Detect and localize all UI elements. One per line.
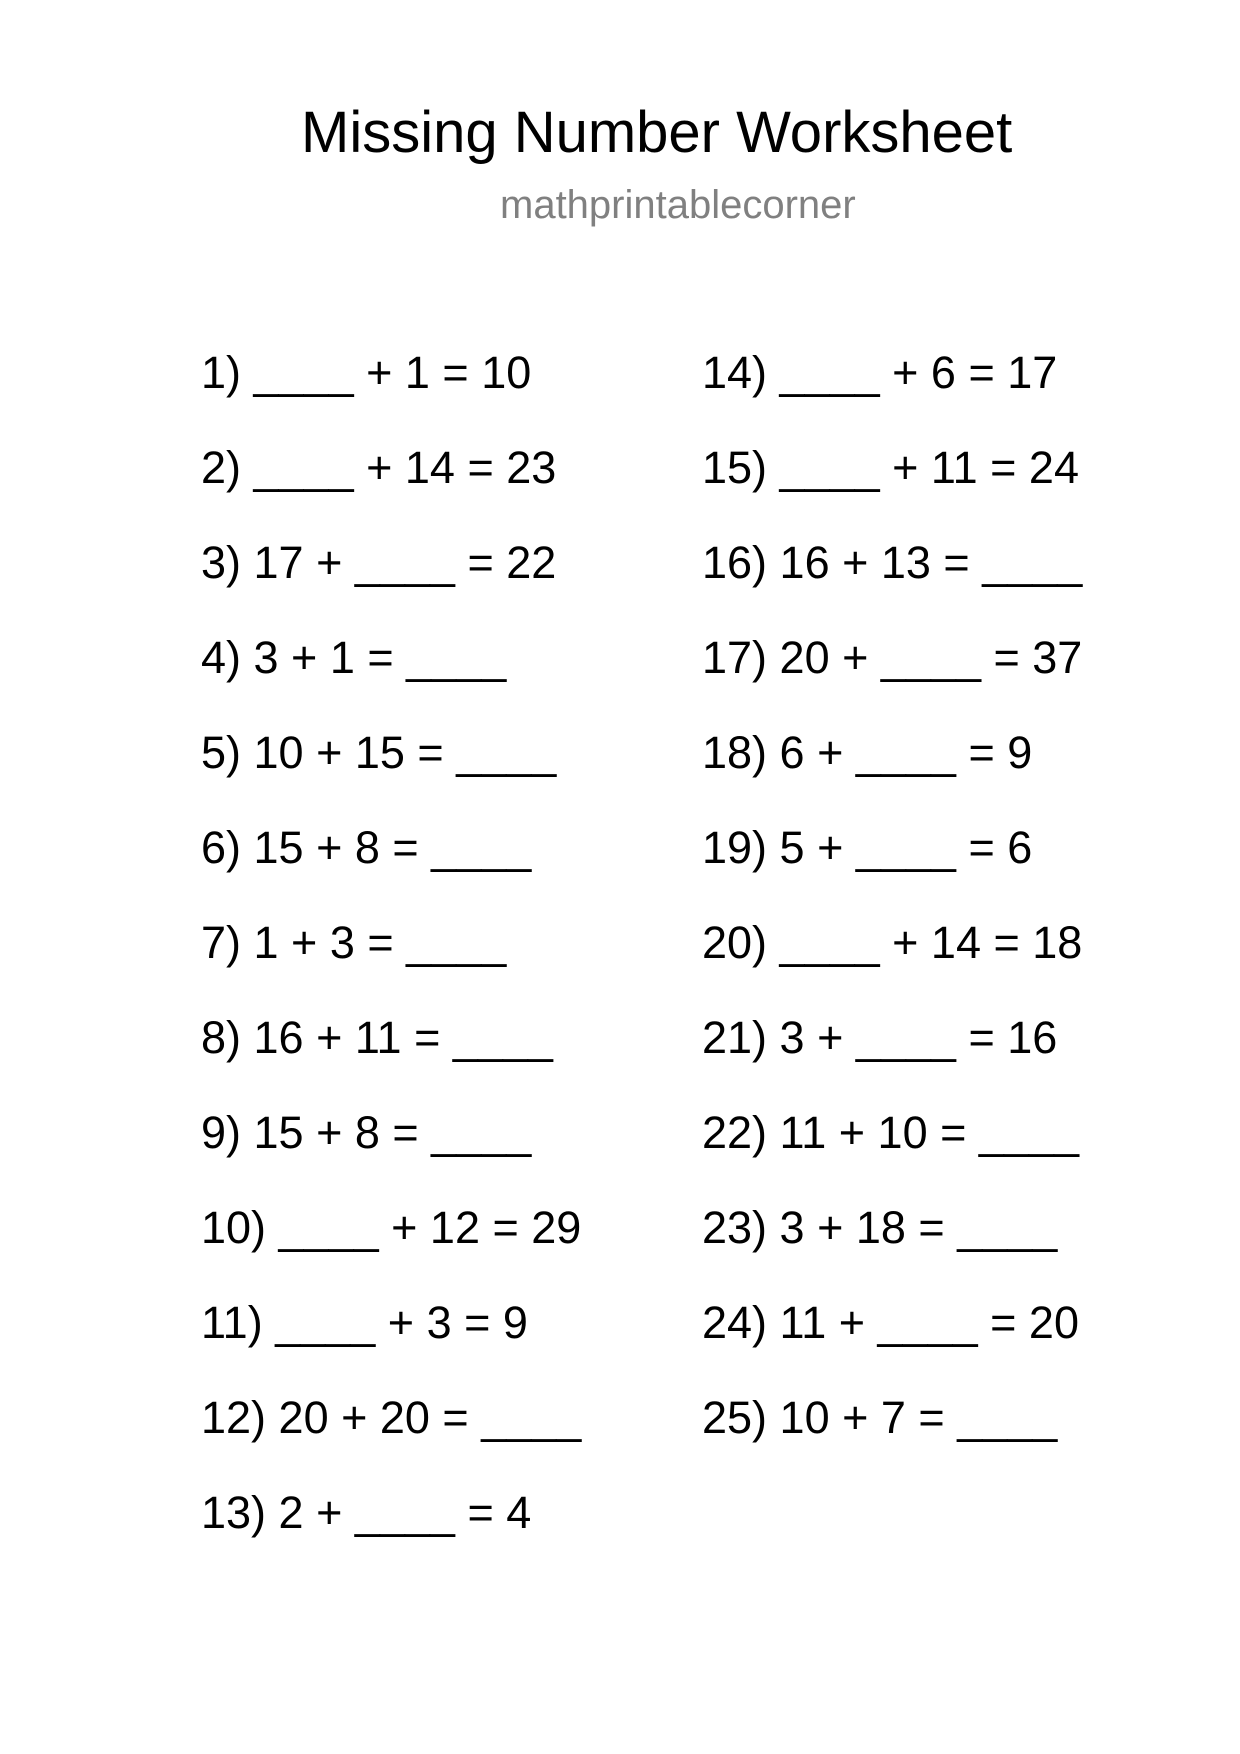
problem-16: 16) 16 + 13 = ____ (702, 537, 1083, 588)
problem-12: 12) 20 + 20 = ____ (201, 1392, 582, 1443)
problem-7: 7) 1 + 3 = ____ (201, 917, 507, 968)
problem-25: 25) 10 + 7 = ____ (702, 1392, 1058, 1443)
problem-1: 1) ____ + 1 = 10 (201, 347, 532, 398)
problem-24: 24) 11 + ____ = 20 (702, 1297, 1079, 1348)
problem-8: 8) 16 + 11 = ____ (201, 1012, 553, 1063)
problem-9: 9) 15 + 8 = ____ (201, 1107, 532, 1158)
problem-22: 22) 11 + 10 = ____ (702, 1107, 1079, 1158)
problem-15: 15) ____ + 11 = 24 (702, 442, 1079, 493)
problem-20: 20) ____ + 14 = 18 (702, 917, 1083, 968)
problem-2: 2) ____ + 14 = 23 (201, 442, 557, 493)
problem-17: 17) 20 + ____ = 37 (702, 632, 1083, 683)
problem-4: 4) 3 + 1 = ____ (201, 632, 507, 683)
problem-18: 18) 6 + ____ = 9 (702, 727, 1033, 778)
problem-11: 11) ____ + 3 = 9 (201, 1297, 528, 1348)
problem-13: 13) 2 + ____ = 4 (201, 1487, 532, 1538)
problem-3: 3) 17 + ____ = 22 (201, 537, 557, 588)
problem-5: 5) 10 + 15 = ____ (201, 727, 557, 778)
problem-6: 6) 15 + 8 = ____ (201, 822, 532, 873)
worksheet-title: Missing Number Worksheet (301, 100, 1013, 165)
problem-21: 21) 3 + ____ = 16 (702, 1012, 1058, 1063)
problem-23: 23) 3 + 18 = ____ (702, 1202, 1058, 1253)
problems-left-column (201, 348, 581, 1583)
problem-10: 10) ____ + 12 = 29 (201, 1202, 582, 1253)
worksheet-subtitle: mathprintablecorner (500, 183, 856, 227)
problems-right-column (702, 348, 1082, 1488)
problem-19: 19) 5 + ____ = 6 (702, 822, 1033, 873)
problem-14: 14) ____ + 6 = 17 (702, 347, 1058, 398)
